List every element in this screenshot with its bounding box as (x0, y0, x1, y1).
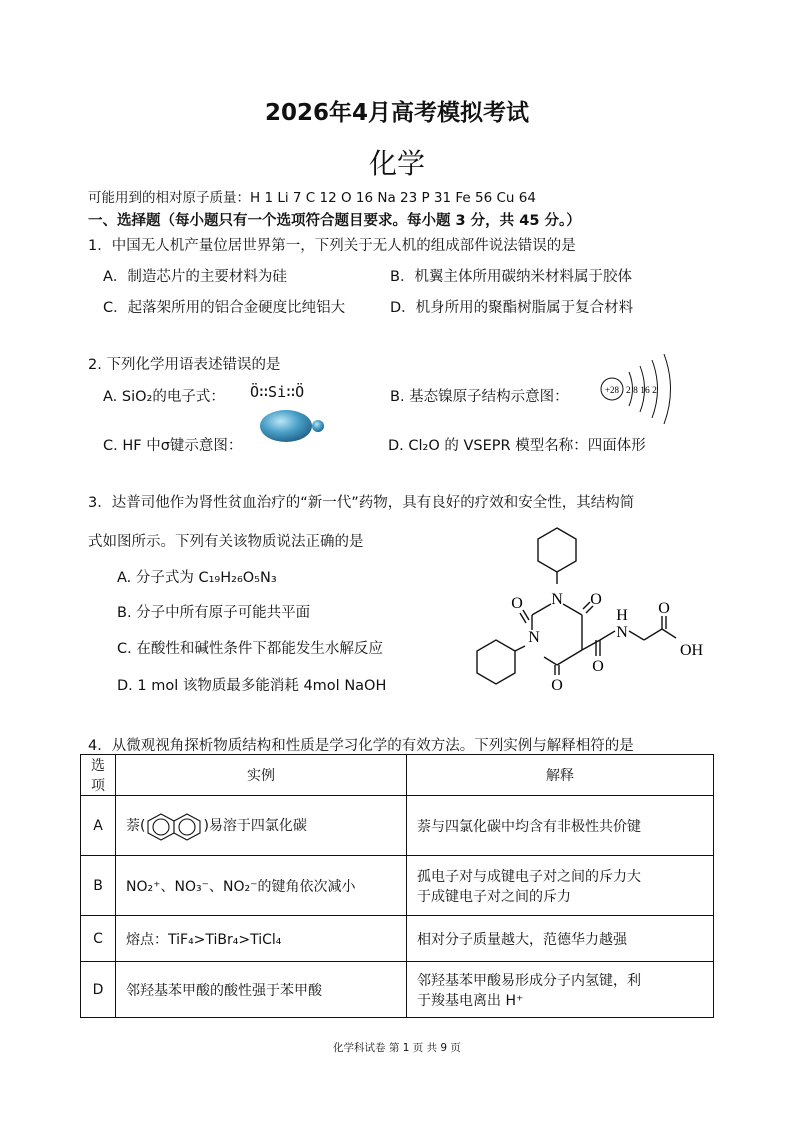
table-row (81, 796, 714, 856)
q1-option-d: D．机身所用的聚酯树脂属于复合材料 (390, 300, 634, 316)
table-header-row (81, 755, 714, 796)
q3-option-c: C. 在酸性和碱性条件下都能发生水解反应 (117, 641, 383, 657)
naphthalene-icon (145, 811, 203, 841)
struct-n2: N (528, 629, 540, 646)
header-explanation: 解释 (407, 755, 714, 796)
hf-sigma-bond-icon (258, 408, 330, 444)
table-row (81, 856, 714, 916)
q2-option-a: A. SiO₂的电子式： (103, 389, 225, 405)
section-heading: 一、选择题（每小题只有一个选项符合题目要求。每小题 3 分，共 45 分。） (88, 213, 581, 229)
struct-o2: O (511, 595, 523, 612)
nucleus-label: +28 (604, 385, 620, 395)
daprodustat-structure (462, 520, 724, 710)
header-option: 选项 (81, 755, 116, 796)
struct-nh-n: N (616, 624, 628, 641)
q1-option-c: C．起落架所用的铝合金硬度比纯铝大 (103, 300, 346, 316)
shell-arc-4 (664, 354, 671, 424)
shell-electron-counts: 2 8 16 2 (626, 386, 657, 396)
table-row (81, 962, 714, 1018)
row-d-example: 邻羟基苯甲酸的酸性强于苯甲酸 (116, 962, 407, 1018)
q3-stem-line2: 式如图所示。下列有关该物质说法正确的是 (88, 534, 364, 550)
page-title: 2026年4月高考模拟考试 (264, 100, 530, 126)
q3-option-b: B. 分子中所有原子可能共平面 (117, 605, 311, 621)
struct-o5: O (658, 600, 670, 617)
row-b-option: B (81, 856, 116, 916)
row-a-example: 萘( )易溶于四氯化碳 (116, 796, 407, 856)
atomic-masses: 可能用到的相对原子质量：H 1 Li 7 C 12 O 16 Na 23 P 31 Fe 56 Cu 64 (88, 190, 536, 206)
q1-option-b: B．机翼主体所用碳纳米材料属于胶体 (390, 269, 632, 285)
row-c-explanation: 相对分子质量越大，范德华力越强 (407, 916, 714, 962)
page-footer: 化学科试卷 第 1 页 共 9 页 (333, 1042, 461, 1054)
row-c-example: 熔点：TiF₄>TiBr₄>TiCl₄ (116, 916, 407, 962)
q4-table (80, 754, 714, 1018)
header-example: 实例 (116, 755, 407, 796)
row-d-explanation: 邻羟基苯甲酸易形成分子内氢键，利 于羧基电离出 H⁺ (407, 962, 714, 1018)
struct-n1: N (551, 591, 563, 608)
q3-option-d: D. 1 mol 该物质最多能消耗 4mol NaOH (117, 678, 387, 694)
row-a-explanation: 萘与四氯化碳中均含有非极性共价键 (407, 796, 714, 856)
row-c-option: C (81, 916, 116, 962)
struct-o3: O (551, 677, 563, 694)
struct-oh: OH (680, 642, 704, 659)
row-a-option: A (81, 796, 116, 856)
nickel-atom-diagram (596, 350, 680, 428)
row-d-option: D (81, 962, 116, 1018)
q3-option-a: A. 分子式为 C₁₉H₂₆O₅N₃ (117, 570, 277, 586)
struct-o1: O (590, 591, 602, 608)
q2-option-c: C. HF 中σ键示意图： (103, 438, 243, 454)
q2-stem: 2. 下列化学用语表述错误的是 (88, 357, 281, 373)
q4-stem: 4．从微观视角探析物质结构和性质是学习化学的有效方法。下列实例与解释相符的是 (88, 738, 634, 754)
table-row (81, 916, 714, 962)
q2-option-d: D. Cl₂O 的 VSEPR 模型名称：四面体形 (388, 438, 646, 454)
row-b-example: NO₂⁺、NO₃⁻、NO₂⁻的键角依次减小 (116, 856, 407, 916)
struct-o4: O (592, 658, 604, 675)
struct-nh-h: H (616, 607, 628, 624)
q3-stem-line1: 3．达普司他作为肾性贫血治疗的“新一代”药物，具有良好的疗效和安全性，其结构简 (88, 495, 635, 511)
q2-option-b: B. 基态镍原子结构示意图： (390, 389, 569, 405)
row-b-explanation: 孤电子对与成键电子对之间的斥力大 于成键电子对之间的斥力 (407, 856, 714, 916)
q1-stem: 1．中国无人机产量位居世界第一，下列关于无人机的组成部件说法错误的是 (88, 238, 576, 254)
subject-title: 化学 (368, 147, 425, 180)
sio2-electron-formula: Ö∷Si∷Ö (250, 383, 305, 401)
q1-option-a: A．制造芯片的主要材料为硅 (103, 269, 287, 285)
